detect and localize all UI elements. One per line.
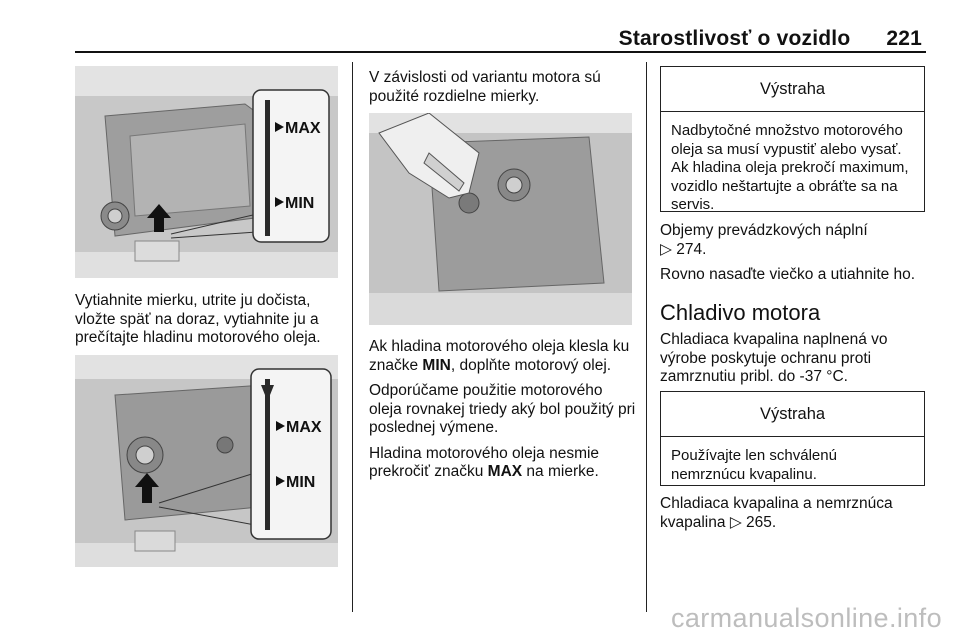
max-mark-label-2: MAX (286, 419, 322, 436)
column-divider-2 (646, 62, 647, 612)
warning-body-2: Používajte len schválenú nemrznúcu kvapalinu. (671, 447, 837, 483)
page-header (619, 27, 922, 51)
page-reference-265: ▷ 265. (729, 513, 777, 531)
max-mark-ref: MAX (487, 463, 523, 480)
coolant-warning (660, 391, 925, 486)
oil-overfill-warning (660, 66, 925, 212)
dipstick-instruction (75, 292, 345, 355)
dipstick-engine-photo-1 (75, 66, 338, 278)
chapter-title: Starostlivosť o vozidlo (618, 27, 851, 50)
dipstick-engine-photo-2 (75, 355, 338, 567)
coolant-heading: Chladivo motora (660, 300, 821, 325)
oil-filler-photo (369, 113, 632, 325)
coolant-link: Chladiaca kvapalina a nemrznúca kvapalina ▷ 265. (660, 495, 893, 531)
coolant-reference (660, 495, 930, 539)
min-mark-label: MIN (285, 195, 315, 212)
warning-body: Nadbytočné množstvo motorového oleja sa musí vypustiť alebo vysať. Ak hladina oleja prekročí maximum, vozidlo neštartujte a obráťte sa na servis. (671, 122, 909, 213)
coolant-protection-text: Chladiaca kvapalina naplnená vo výrobe poskytuje ochranu proti zamrznutiu pribl. do -37 °C. (660, 331, 888, 385)
cap-tighten-note: Rovno nasaďte viečko a utiahnite ho. (660, 266, 916, 283)
max-mark-label: MAX (285, 120, 321, 137)
min-mark-label-2: MIN (286, 474, 316, 491)
variants-intro: V závislosti od variantu motora sú použité rozdielne mierky. (369, 69, 601, 105)
capacities-link: Objemy prevádzkových náplní ▷ 274. (660, 222, 868, 258)
min-mark-ref: MIN (422, 356, 451, 374)
warning-title-2: Výstraha (661, 392, 924, 437)
capacities-reference (660, 222, 950, 292)
page-number: 221 (886, 27, 922, 50)
oil-level-guidance (369, 338, 639, 489)
site-watermark: carmanualsonline.info (670, 603, 942, 633)
coolant-description (660, 331, 930, 394)
header-divider (75, 51, 926, 53)
page-reference-274: ▷ 274. (660, 240, 707, 258)
max-limit-instruction: Hladina motorového oleja nesmie prekročiť značku MAX na mierke. (369, 444, 600, 480)
min-refill-instruction: Ak hladina motorového oleja klesla ku značke MIN, doplňte motorový olej. (369, 338, 630, 374)
column-divider-1 (352, 62, 353, 612)
warning-title: Výstraha (661, 67, 924, 112)
dipstick-instruction-text: Vytiahnite mierku, utrite ju dočista, vložte späť na doraz, vytiahnite ju a prečítajte hladinu motorového oleja. (75, 292, 321, 346)
dipstick-variants-text (369, 69, 637, 113)
oil-grade-recommendation: Odporúčame použitie motorového oleja rovnakej triedy aký bol použitý pri poslednej výmene. (369, 382, 636, 436)
